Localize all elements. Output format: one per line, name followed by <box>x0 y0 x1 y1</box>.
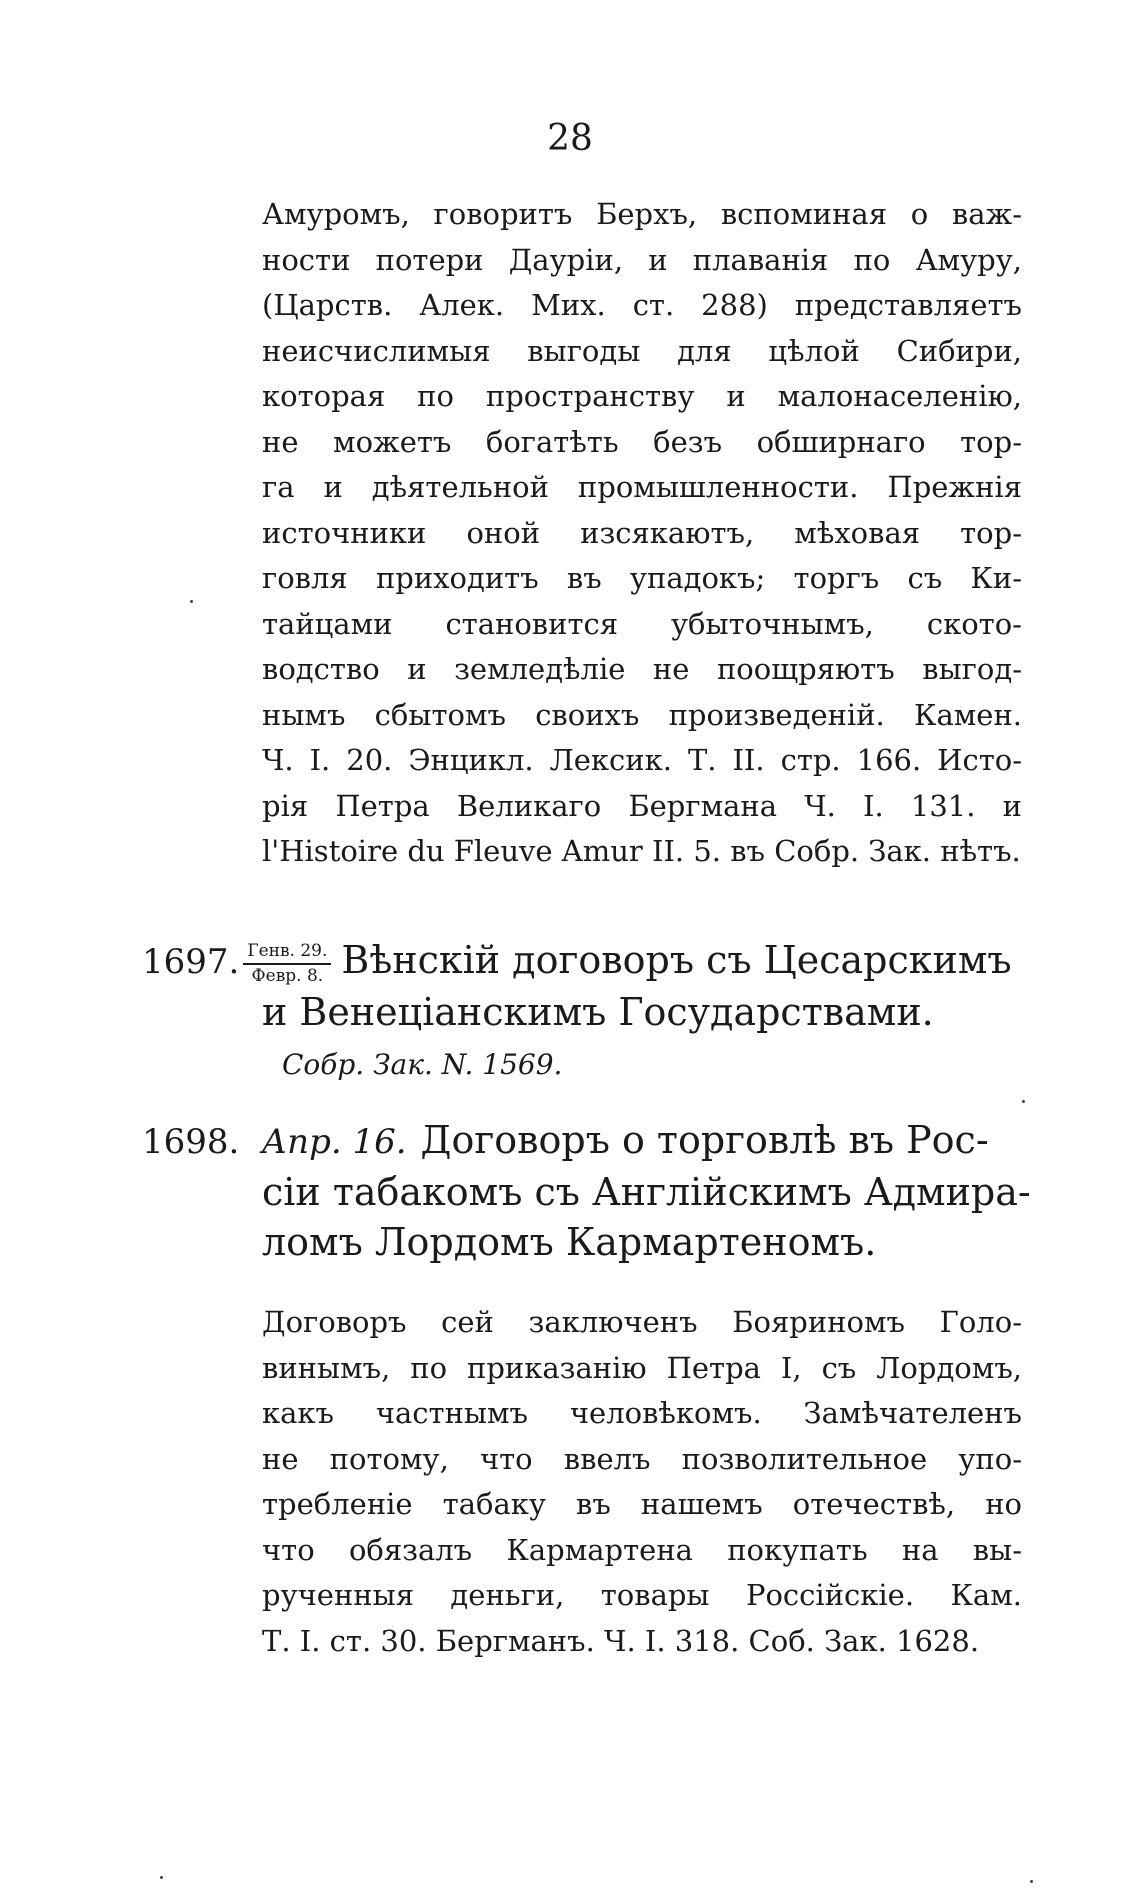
text-line: неисчислимыя выгоды для цѣлой Сибири, <box>262 333 1022 368</box>
text-line: Амуромъ, говоритъ Берхъ, вспоминая о важ- <box>262 197 1022 231</box>
entry-1697 <box>142 935 1022 1093</box>
text-line: что обязалъ Кармартена покупать на вы- <box>262 1532 1022 1567</box>
page-number: 28 <box>547 118 593 159</box>
scan-speck <box>1030 1880 1033 1883</box>
text-line: Т. I. ст. 30. Бергманъ. Ч. I. 318. Соб. Зак. 1628. <box>262 1623 980 1658</box>
entry-title-line: сіи табакомъ съ Англійскимъ Адмира- <box>262 1170 1031 1214</box>
text-line: не потому, что ввелъ позволительное упо- <box>262 1441 1022 1476</box>
text-line: источники оной изсякаютъ, мѣховая тор- <box>262 515 1022 550</box>
text-line: (Царств. Алек. Мих. ст. 288) представляетъ <box>262 288 1022 322</box>
date-bottom: Февр. 8. <box>251 965 324 986</box>
text-line: не можетъ богатѣть безъ обширнаго тор- <box>262 424 1022 459</box>
scan-speck <box>1022 1100 1025 1103</box>
paragraph-amur <box>262 192 1022 875</box>
text-line: рученныя деньги, товары Россійскіе. Кам. <box>262 1578 1022 1612</box>
text-line: которая по пространству и малонаселенію, <box>262 379 1022 413</box>
text-line: водство и земледѣліе не поощряютъ выгод- <box>262 652 1022 686</box>
text-line: рія Петра Великаго Бергмана Ч. I. 131. и <box>262 788 1022 823</box>
text-line: га и дѣятельной промышленности. Прежнія <box>262 470 1022 504</box>
text-line: говля приходитъ въ упадокъ; торгъ съ Ки- <box>262 561 1022 595</box>
entry-title-line: и Венеціанскимъ Государствами. <box>262 990 934 1034</box>
scan-speck <box>160 1876 163 1879</box>
text-line: нымъ сбытомъ своихъ произведеній. Камен. <box>262 697 1022 732</box>
entry-date: Апр. 16. <box>261 1122 407 1162</box>
entry-1698 <box>142 1115 1031 1267</box>
text-line: винымъ, по приказанію Петра I, съ Лордомъ, <box>262 1350 1022 1385</box>
entry-title-line: Договоръ о торговлѣ въ Рос- <box>420 1118 989 1162</box>
date-fraction <box>243 942 331 986</box>
entry-reference: Собр. Зак. N. 1569. <box>282 1048 563 1081</box>
text-line: Договоръ сей заключенъ Бояриномъ Голо- <box>262 1305 1022 1339</box>
entry-1697-heading <box>142 935 1022 987</box>
entry-year: 1698. <box>142 1122 240 1162</box>
paragraph-carmarthen <box>262 1300 1022 1664</box>
text-line: l'Histoire du Fleuve Amur II. 5. въ Собр. Зак. нѣтъ. <box>262 834 1021 868</box>
entry-year: 1697. <box>142 942 240 982</box>
date-top: Генв. 29. <box>243 942 331 965</box>
entry-title-line: Вѣнскій договоръ съ Цесарскимъ <box>341 938 1012 982</box>
text-line: тайцами становится убыточнымъ, ското- <box>262 606 1022 641</box>
entry-1698-heading <box>142 1115 1022 1167</box>
entry-title-line: ломъ Лордомъ Кармартеномъ. <box>262 1220 877 1264</box>
text-line: ности потери Дауріи, и плаванія по Амуру, <box>262 242 1022 277</box>
text-line: Ч. I. 20. Энцикл. Лексик. Т. II. стр. 166. Исто- <box>262 743 1022 777</box>
text-line: требленіе табаку въ нашемъ отечествѣ, но <box>262 1487 1022 1521</box>
text-line: какъ частнымъ человѣкомъ. Замѣчателенъ <box>262 1396 1022 1430</box>
scan-speck <box>190 600 193 603</box>
